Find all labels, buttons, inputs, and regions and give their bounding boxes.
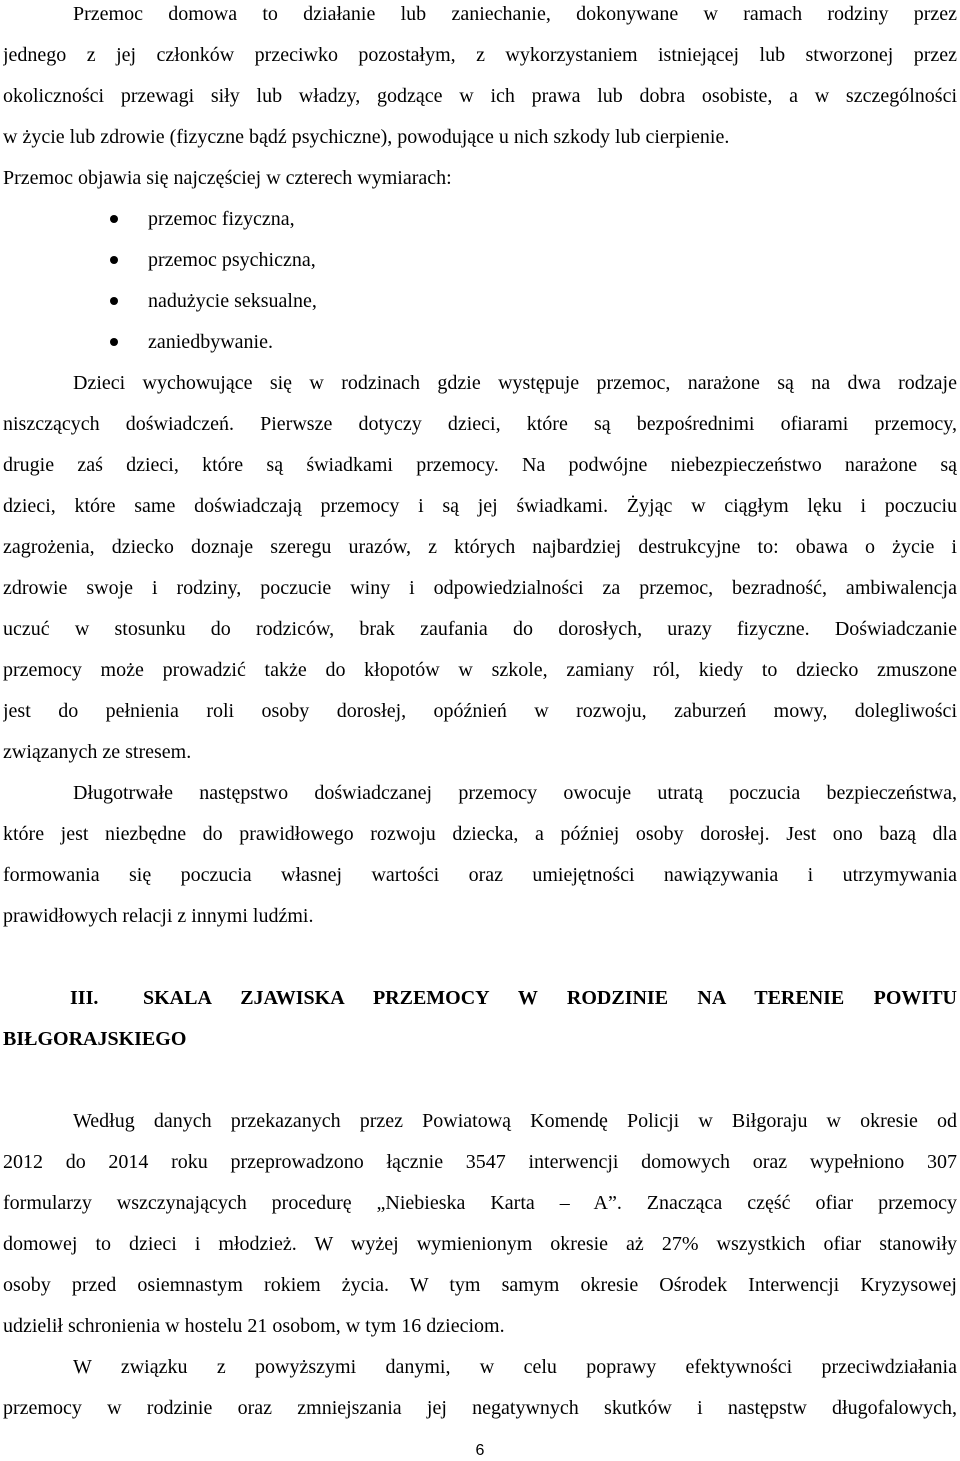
text-line: zagrożenia, dziecko doznaje szeregu urazów, z których najbardziej destrukcyjne to: obawa o życie i: [3, 536, 957, 558]
text-line: udzielił schronienia w hostelu 21 osobom, w tym 16 dzieciom.: [3, 1315, 505, 1337]
text-line: drugie zaś dzieci, które są świadkami przemocy. Na podwójne niebezpieczeństwo narażone są: [3, 454, 957, 476]
text-line: uczuć w stosunku do rodziców, brak zaufania do dorosłych, urazy fizyczne. Doświadczanie: [3, 618, 957, 640]
text-line: niszczących doświadczeń. Pierwsze dotyczy dzieci, które są bezpośrednimi ofiarami przemocy,: [3, 413, 957, 435]
text-line: które jest niezbędne do prawidłowego rozwoju dziecka, a później osoby dorosłej. Jest ono bazą dla: [3, 823, 957, 845]
text-line: 2012 do 2014 roku przeprowadzono łącznie 3547 interwencji domowych oraz wypełniono 307: [3, 1151, 957, 1173]
text-line: formularzy wszczynających procedurę „Niebieska Karta – A”. Znacząca część ofiar przemocy: [3, 1192, 957, 1214]
text-line: osoby przed osiemnastym rokiem życia. W tym samym okresie Ośrodek Interwencji Kryzysowej: [3, 1274, 957, 1296]
text-line: Według danych przekazanych przez Powiatową Komendę Policji w Biłgoraju w okresie od: [73, 1110, 957, 1132]
page-number: 6: [475, 1442, 485, 1459]
text-line: przemocy może prowadzić także do kłopotów w szkole, zamiany ról, kiedy to dziecko zmuszone: [3, 659, 957, 681]
text-line: jest do pełnienia roli osoby dorosłej, opóźnień w rozwoju, zaburzeń mowy, dolegliwości: [3, 700, 957, 722]
text-line: Dzieci wychowujące się w rodzinach gdzie występuje przemoc, narażone są na dwa rodzaje: [73, 372, 957, 394]
text-line: prawidłowych relacji z innymi ludźmi.: [3, 905, 314, 927]
text-line: Przemoc domowa to działanie lub zaniechanie, dokonywane w ramach rodziny przez: [73, 3, 957, 25]
text-line: w życie lub zdrowie (fizyczne bądź psychiczne), powodujące u nich szkody lub cierpienie.: [3, 126, 730, 148]
bullet-icon: [110, 338, 118, 346]
heading-text: SKALA ZJAWISKA PRZEMOCY W RODZINIE NA TERENIE POWITU: [143, 987, 957, 1009]
text-line: przemocy w rodzinie oraz zmniejszania jej negatywnych skutków i następstw długofalowych,: [3, 1397, 957, 1419]
heading-line-1: [0, 984, 960, 1012]
list-item-text: przemoc psychiczna,: [148, 249, 316, 271]
text-line: Przemoc objawia się najczęściej w czterech wymiarach:: [3, 167, 452, 189]
text-line: formowania się poczucia własnej wartości oraz umiejętności nawiązywania i utrzymywania: [3, 864, 957, 886]
list-item-text: zaniedbywanie.: [148, 331, 273, 353]
heading-line-2: BIŁGORAJSKIEGO: [3, 1028, 187, 1050]
text-line: W związku z powyższymi danymi, w celu poprawy efektywności przeciwdziałania: [73, 1356, 957, 1378]
text-line: związanych ze stresem.: [3, 741, 192, 763]
bullet-icon: [110, 297, 118, 305]
bullet-icon: [110, 215, 118, 223]
text-line: domowej to dzieci i młodzież. W wyżej wymienionym okresie aż 27% wszystkich ofiar stanowiły: [3, 1233, 957, 1255]
list-item-text: przemoc fizyczna,: [148, 208, 295, 230]
heading-number: III.: [70, 987, 99, 1009]
text-line: zdrowie swoje i rodziny, poczucie winy i odpowiedzialności za przemoc, bezradność, ambiwalencja: [3, 577, 957, 599]
bullet-icon: [110, 256, 118, 264]
list-item-text: nadużycie seksualne,: [148, 290, 317, 312]
text-line: Długotrwałe następstwo doświadczanej przemocy owocuje utratą poczucia bezpieczeństwa,: [73, 782, 957, 804]
text-line: dzieci, które same doświadczają przemocy i są jej świadkami. Żyjąc w ciągłym lęku i poczuciu: [3, 495, 957, 517]
text-line: okoliczności przewagi siły lub władzy, godzące w ich prawa lub dobra osobiste, a w szczególności: [3, 85, 957, 107]
text-line: jednego z jej członków przeciwko pozostałym, z wykorzystaniem istniejącej lub stworzonej przez: [3, 44, 957, 66]
